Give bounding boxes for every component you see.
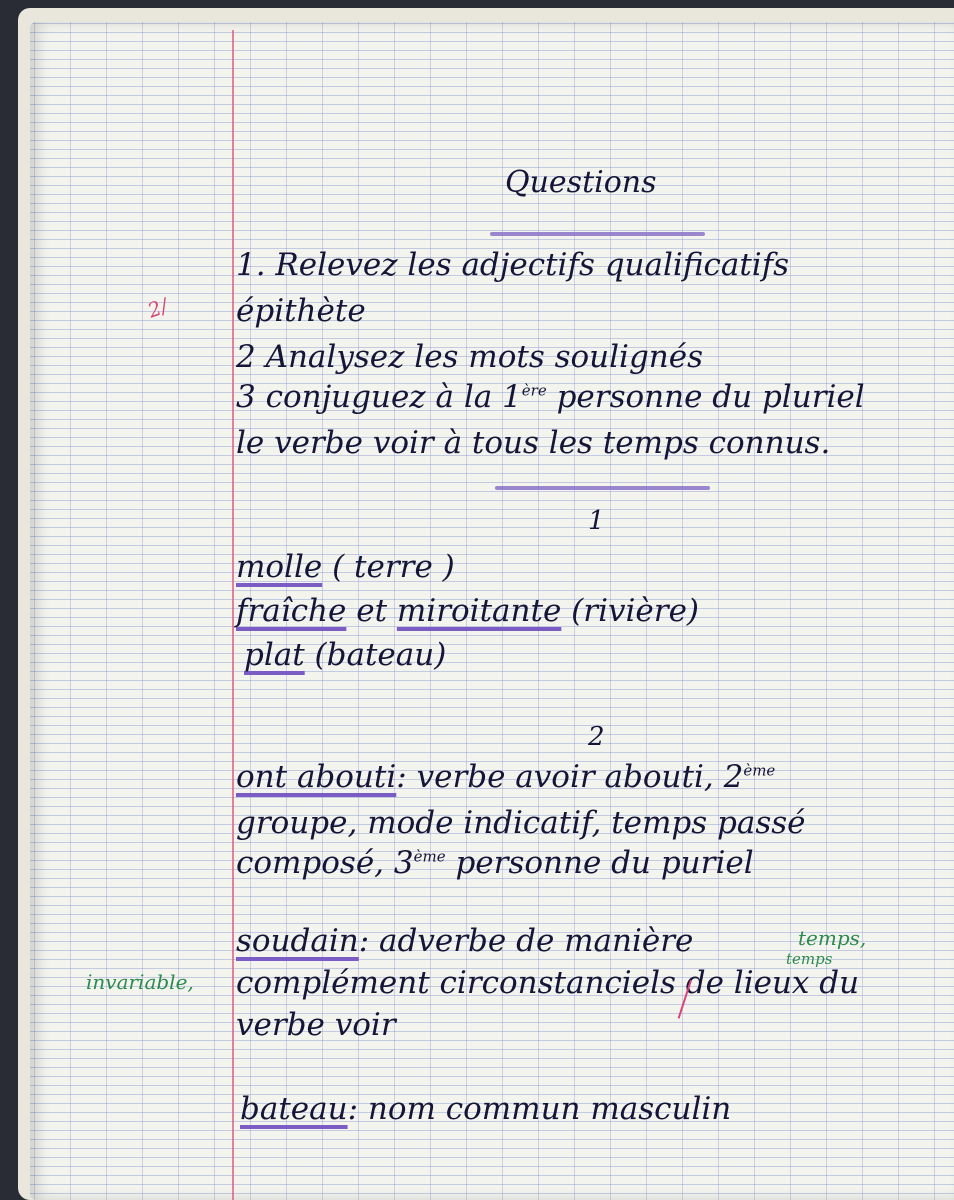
answer-2-line-1: [236, 759, 776, 795]
question-1-line-2: épithète: [236, 293, 366, 329]
answer-1-item-3: [244, 637, 447, 673]
questions-separator: [495, 486, 710, 490]
page-title: Questions: [505, 165, 657, 200]
answer-2-word: ont abouti: [236, 759, 397, 795]
correction-temps-2: temps: [786, 950, 833, 968]
answer-2-line-3-sup: ème: [413, 847, 446, 866]
question-3-text-a: 3 conjuguez à la 1: [236, 379, 522, 415]
soudain-word: soudain: [236, 923, 359, 959]
answer-2-line-3-a: composé, 3: [236, 845, 414, 881]
answer-1-item-2-word2: miroitante: [396, 593, 562, 629]
answer-2-line-3-b: personne du puriel: [445, 845, 754, 881]
answer-1-item-1: [236, 549, 455, 585]
answer-1-item-1-word: molle: [236, 549, 323, 585]
answer-1-item-3-rest: (bateau): [304, 637, 447, 673]
answer-2-line-3: [236, 845, 754, 881]
section-2-number: 2: [588, 722, 605, 752]
bateau-word: bateau: [240, 1091, 348, 1127]
answer-2-line-1-sup: ème: [743, 761, 776, 780]
answer-1-item-2-word: fraîche: [236, 593, 347, 629]
question-3-sup: ère: [521, 381, 547, 400]
question-3-text-b: personne du pluriel: [546, 379, 865, 415]
soudain-rest: : adverbe de manière: [358, 923, 694, 959]
answer-1-item-1-rest: ( terre ): [322, 549, 455, 585]
answer-bateau: [240, 1091, 732, 1127]
answer-soudain-line-1: [236, 923, 694, 959]
correction-invariable: invariable,: [86, 970, 194, 994]
answer-soudain-line-3: verbe voir: [236, 1007, 396, 1043]
answer-1-item-2: [236, 593, 700, 629]
answer-2-line-2: groupe, mode indicatif, temps passé: [236, 805, 806, 841]
answer-1-item-3-word: plat: [244, 637, 305, 673]
answer-1-item-2-mid: et: [346, 593, 397, 629]
answer-2-line-1-rest: : verbe avoir abouti, 2: [396, 759, 744, 795]
section-1-number: 1: [588, 506, 605, 536]
title-underline: [490, 232, 705, 236]
answer-1-item-2-rest: (rivière): [561, 593, 700, 629]
question-2: 2 Analysez les mots soulignés: [236, 339, 704, 375]
margin-grade: 2/: [144, 293, 171, 323]
bateau-rest: : nom commun masculin: [347, 1091, 732, 1127]
question-3-line-1: [236, 379, 865, 415]
question-3-line-2: le verbe voir à tous les temps connus.: [236, 425, 831, 461]
margin-line: [232, 30, 234, 1200]
correction-temps-1: temps,: [798, 926, 867, 950]
answer-soudain-line-2: complément circonstanciels de lieux du: [236, 965, 860, 1001]
question-1-line-1: 1. Relevez les adjectifs qualificatifs: [236, 247, 790, 283]
